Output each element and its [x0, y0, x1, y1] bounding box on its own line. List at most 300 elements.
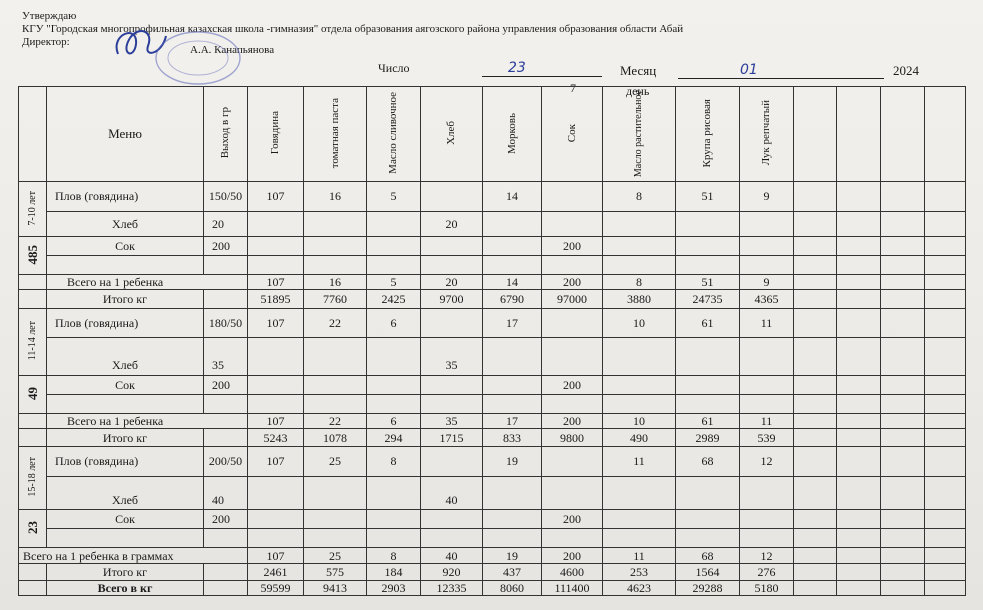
empty-cell: [794, 237, 837, 256]
empty-cell: [542, 395, 603, 414]
header-row: [19, 87, 966, 182]
empty-header: [794, 87, 837, 182]
empty-cell: [925, 447, 966, 477]
empty-cell: [794, 376, 837, 395]
empty-cell: [837, 289, 881, 308]
empty-cell: [421, 529, 483, 548]
child-count: 49: [24, 387, 40, 401]
child-count: 485: [24, 244, 40, 265]
empty-cell: [837, 447, 881, 477]
value-cell: 9: [740, 182, 794, 212]
total-value: 1078: [304, 429, 367, 447]
value-cell: [483, 211, 542, 236]
empty-cell: [925, 564, 966, 581]
per-child-value: 16: [304, 275, 367, 290]
empty-cell: [837, 429, 881, 447]
empty-cell: [603, 256, 676, 275]
empty-cell: [925, 376, 966, 395]
value-cell: [367, 476, 421, 510]
per-child-value: 8: [367, 548, 421, 564]
col-header-label: Крупа рисовая: [701, 98, 713, 168]
empty-cell: [837, 211, 881, 236]
empty-cell: [837, 182, 881, 212]
grand-total-value: 8060: [483, 581, 542, 596]
empty-cell: [603, 529, 676, 548]
per-child-value: 35: [421, 414, 483, 429]
empty-cell: [881, 211, 925, 236]
empty-cell: [248, 256, 304, 275]
col-header: [421, 87, 483, 182]
empty-cell: [925, 289, 966, 308]
total-label: Итого кг: [47, 429, 204, 447]
col-header-label: Масло растительное: [633, 89, 644, 177]
age-group-label: 15-18 лет: [26, 457, 38, 498]
value-cell: [740, 338, 794, 376]
value-cell: [603, 211, 676, 236]
total-row: [19, 429, 966, 447]
grand-total-label: Всего в кг: [47, 581, 204, 596]
empty-cell: [881, 275, 925, 290]
empty-cell: [794, 414, 837, 429]
value-cell: [542, 182, 603, 212]
empty-cell: [740, 256, 794, 275]
empty-cell: [794, 289, 837, 308]
table-row: [19, 211, 966, 236]
value-cell: [483, 510, 542, 529]
empty-cell: [837, 414, 881, 429]
empty-cell: [204, 581, 248, 596]
value-cell: [367, 338, 421, 376]
value-cell: [421, 376, 483, 395]
table-row: [19, 395, 966, 414]
total-row: [19, 289, 966, 308]
per-child-value: 8: [603, 275, 676, 290]
value-cell: 200: [542, 237, 603, 256]
empty-cell: [881, 414, 925, 429]
total-value: 2461: [248, 564, 304, 581]
empty-cell: [881, 395, 925, 414]
per-child-value: 51: [676, 275, 740, 290]
value-cell: [483, 476, 542, 510]
output-value: 180/50: [204, 308, 248, 338]
per-child-value: 107: [248, 414, 304, 429]
empty-cell: [881, 308, 925, 338]
date-label: Число: [378, 61, 410, 75]
empty-cell: [837, 581, 881, 596]
empty-header: [881, 87, 925, 182]
empty-cell: [925, 581, 966, 596]
dish-name: Сок: [47, 376, 204, 395]
value-cell: 200: [542, 376, 603, 395]
side-cell: [19, 581, 47, 596]
empty-cell: [542, 529, 603, 548]
per-child-value: 107: [248, 548, 304, 564]
empty-cell: [881, 447, 925, 477]
empty-cell: [881, 581, 925, 596]
empty-cell: [837, 529, 881, 548]
empty-cell: [925, 182, 966, 212]
output-value: 20: [204, 211, 248, 236]
value-cell: [304, 338, 367, 376]
empty-cell: [483, 395, 542, 414]
age-group-cell: [19, 447, 47, 510]
dish-name: Хлеб: [47, 211, 204, 236]
empty-cell: [204, 429, 248, 447]
grand-total-value: 12335: [421, 581, 483, 596]
empty-cell: [925, 429, 966, 447]
dish-name: Хлеб: [47, 338, 204, 376]
output-value: 200: [204, 237, 248, 256]
empty-cell: [925, 548, 966, 564]
per-child-row: [19, 275, 966, 290]
day-label: день: [626, 84, 650, 98]
empty-cell: [248, 529, 304, 548]
grand-total-value: 2903: [367, 581, 421, 596]
empty-cell: [740, 529, 794, 548]
total-value: 97000: [542, 289, 603, 308]
value-cell: [367, 510, 421, 529]
empty-cell: [925, 308, 966, 338]
value-cell: 8: [367, 447, 421, 477]
empty-cell: [204, 256, 248, 275]
value-cell: 14: [483, 182, 542, 212]
value-cell: 10: [603, 308, 676, 338]
value-cell: [421, 308, 483, 338]
total-value: 51895: [248, 289, 304, 308]
total-value: 539: [740, 429, 794, 447]
value-cell: [740, 376, 794, 395]
empty-cell: [837, 510, 881, 529]
dish-name: Плов (говядина): [47, 308, 204, 338]
approve-label: Утверждаю: [22, 10, 77, 22]
child-count: 23: [24, 521, 40, 535]
per-child-value: 6: [367, 414, 421, 429]
total-value: 1715: [421, 429, 483, 447]
output-value: 150/50: [204, 182, 248, 212]
empty-cell: [925, 256, 966, 275]
value-cell: 12: [740, 447, 794, 477]
empty-cell: [925, 237, 966, 256]
empty-cell: [794, 564, 837, 581]
empty-cell: [204, 529, 248, 548]
empty-cell: [47, 395, 204, 414]
value-cell: [248, 376, 304, 395]
dish-name: Плов (говядина): [47, 447, 204, 477]
output-value: 200/50: [204, 447, 248, 477]
output-value: 200: [204, 510, 248, 529]
table-row: [19, 237, 966, 256]
total-label: Итого кг: [47, 564, 204, 581]
value-cell: 107: [248, 182, 304, 212]
empty-cell: [837, 564, 881, 581]
value-cell: [542, 447, 603, 477]
empty-cell: [881, 338, 925, 376]
empty-cell: [925, 338, 966, 376]
empty-cell: [794, 256, 837, 275]
total-value: 2425: [367, 289, 421, 308]
school-stamp: [150, 28, 245, 88]
value-cell: 5: [367, 182, 421, 212]
col-header-label: Хлеб: [445, 121, 457, 146]
grand-total-value: 59599: [248, 581, 304, 596]
value-cell: 68: [676, 447, 740, 477]
col-header-label: Лук репчатый: [760, 100, 772, 166]
grand-total-value: 9413: [304, 581, 367, 596]
table-row: [19, 376, 966, 395]
col-header: [603, 87, 676, 182]
table-row: [19, 510, 966, 529]
per-child-value: 19: [483, 548, 542, 564]
value-cell: [542, 308, 603, 338]
grand-total-value: 29288: [676, 581, 740, 596]
empty-cell: [881, 476, 925, 510]
empty-cell: [421, 256, 483, 275]
empty-cell: [794, 338, 837, 376]
value-cell: [483, 338, 542, 376]
col-header: [367, 87, 421, 182]
output-value: 200: [204, 376, 248, 395]
month-label: Месяц: [620, 63, 657, 78]
empty-cell: [837, 548, 881, 564]
value-cell: [248, 476, 304, 510]
col-header: [676, 87, 740, 182]
grand-total-row: [19, 581, 966, 596]
value-cell: [542, 211, 603, 236]
empty-cell: [794, 529, 837, 548]
value-cell: 107: [248, 308, 304, 338]
empty-cell: [483, 529, 542, 548]
value-cell: [421, 182, 483, 212]
per-child-value: 20: [421, 275, 483, 290]
empty-cell: [248, 395, 304, 414]
side-cell: [19, 414, 47, 429]
col-header: [248, 87, 304, 182]
per-child-row: [19, 548, 966, 564]
per-child-value: 40: [421, 548, 483, 564]
empty-cell: [676, 529, 740, 548]
value-cell: [676, 476, 740, 510]
value-cell: [248, 510, 304, 529]
empty-cell: [483, 256, 542, 275]
dish-name: Сок: [47, 510, 204, 529]
empty-cell: [794, 429, 837, 447]
dish-name: Хлеб: [47, 476, 204, 510]
dish-name: Плов (говядина): [47, 182, 204, 212]
empty-cell: [204, 564, 248, 581]
value-cell: [676, 338, 740, 376]
side-cell: [19, 289, 47, 308]
child-count-cell: [19, 510, 47, 548]
date-value: 23: [508, 60, 526, 76]
total-label: Итого кг: [47, 289, 204, 308]
total-value: 2989: [676, 429, 740, 447]
per-child-value: 11: [603, 548, 676, 564]
side-cell: [19, 429, 47, 447]
empty-cell: [925, 414, 966, 429]
table-row: [19, 182, 966, 212]
value-cell: 20: [421, 211, 483, 236]
grand-total-value: 111400: [542, 581, 603, 596]
value-cell: 40: [421, 476, 483, 510]
empty-cell: [794, 581, 837, 596]
total-value: 490: [603, 429, 676, 447]
empty-cell: [837, 338, 881, 376]
empty-cell: [421, 395, 483, 414]
value-cell: 107: [248, 447, 304, 477]
per-child-row: [19, 414, 966, 429]
empty-cell: [794, 395, 837, 414]
empty-cell: [367, 256, 421, 275]
table-row: [19, 308, 966, 338]
per-child-value: 5: [367, 275, 421, 290]
value-cell: [676, 510, 740, 529]
empty-cell: [837, 395, 881, 414]
total-value: 9800: [542, 429, 603, 447]
table-row: [19, 256, 966, 275]
value-cell: [542, 476, 603, 510]
empty-cell: [837, 256, 881, 275]
total-value: 294: [367, 429, 421, 447]
empty-cell: [367, 529, 421, 548]
director-label: Директор:: [22, 36, 70, 48]
empty-cell: [925, 476, 966, 510]
value-cell: [367, 376, 421, 395]
age-group-label: 11-14 лет: [26, 321, 38, 361]
value-cell: [676, 376, 740, 395]
empty-cell: [204, 395, 248, 414]
total-value: 437: [483, 564, 542, 581]
col-header-label: Морковь: [505, 112, 518, 154]
empty-cell: [925, 275, 966, 290]
per-child-label: Всего на 1 ребенка: [47, 414, 248, 429]
value-cell: [676, 211, 740, 236]
col-header: [304, 87, 367, 182]
total-value: 3880: [603, 289, 676, 308]
total-value: 575: [304, 564, 367, 581]
empty-cell: [881, 289, 925, 308]
value-cell: [367, 237, 421, 256]
value-cell: [603, 476, 676, 510]
output-value: 40: [204, 476, 248, 510]
per-child-value: 200: [542, 275, 603, 290]
value-cell: [304, 510, 367, 529]
empty-cell: [603, 395, 676, 414]
total-value: 4600: [542, 564, 603, 581]
output-header-label: Выход в гр: [219, 107, 231, 159]
empty-cell: [881, 510, 925, 529]
value-cell: 6: [367, 308, 421, 338]
total-value: 833: [483, 429, 542, 447]
value-cell: [304, 476, 367, 510]
empty-cell: [367, 395, 421, 414]
day-number: 7: [570, 81, 576, 95]
per-child-value: 200: [542, 548, 603, 564]
table-row: [19, 529, 966, 548]
per-child-value: 61: [676, 414, 740, 429]
total-value: 6790: [483, 289, 542, 308]
value-cell: [483, 237, 542, 256]
output-value: 35: [204, 338, 248, 376]
empty-cell: [676, 395, 740, 414]
value-cell: [542, 338, 603, 376]
value-cell: [603, 510, 676, 529]
empty-cell: [542, 256, 603, 275]
per-child-value: 107: [248, 275, 304, 290]
value-cell: [304, 237, 367, 256]
empty-cell: [925, 211, 966, 236]
child-count-cell: [19, 376, 47, 414]
output-header: [204, 87, 248, 182]
value-cell: 35: [421, 338, 483, 376]
empty-cell: [925, 510, 966, 529]
value-cell: 51: [676, 182, 740, 212]
value-cell: 61: [676, 308, 740, 338]
empty-cell: [794, 182, 837, 212]
total-value: 920: [421, 564, 483, 581]
empty-cell: [881, 237, 925, 256]
value-cell: 8: [603, 182, 676, 212]
empty-cell: [881, 429, 925, 447]
value-cell: [248, 211, 304, 236]
empty-cell: [881, 548, 925, 564]
per-child-value: 200: [542, 414, 603, 429]
total-value: 253: [603, 564, 676, 581]
empty-cell: [47, 256, 204, 275]
side-cell: [19, 564, 47, 581]
value-cell: 19: [483, 447, 542, 477]
value-cell: [304, 376, 367, 395]
value-cell: [740, 476, 794, 510]
empty-cell: [881, 376, 925, 395]
per-child-label: Всего на 1 ребенка в граммах: [19, 548, 248, 564]
school-name: КГУ "Городская многопрофильная казахская школа -гимназия" отдела образования аягозского района управления образования области Абай: [22, 23, 684, 35]
empty-cell: [204, 289, 248, 308]
total-value: 9700: [421, 289, 483, 308]
month-value: 01: [740, 62, 758, 78]
empty-cell: [837, 376, 881, 395]
grand-total-value: 5180: [740, 581, 794, 596]
empty-cell: [304, 529, 367, 548]
per-child-value: 17: [483, 414, 542, 429]
value-cell: [421, 237, 483, 256]
total-value: 276: [740, 564, 794, 581]
empty-cell: [881, 564, 925, 581]
empty-cell: [304, 395, 367, 414]
age-group-cell: [19, 308, 47, 376]
table-row: [19, 476, 966, 510]
corner-cell: [19, 87, 47, 182]
col-header-label: томатная паста: [328, 97, 341, 169]
total-value: 184: [367, 564, 421, 581]
director-name: А.А. Канапьянова: [190, 44, 275, 56]
empty-cell: [794, 275, 837, 290]
value-cell: [483, 376, 542, 395]
empty-cell: [881, 182, 925, 212]
per-child-value: 14: [483, 275, 542, 290]
empty-cell: [837, 476, 881, 510]
per-child-value: 25: [304, 548, 367, 564]
value-cell: [248, 237, 304, 256]
empty-cell: [47, 529, 204, 548]
empty-cell: [925, 395, 966, 414]
age-group-label: 7-10 лет: [26, 190, 38, 226]
value-cell: [304, 211, 367, 236]
value-cell: 16: [304, 182, 367, 212]
dish-name: Сок: [47, 237, 204, 256]
empty-cell: [794, 548, 837, 564]
empty-cell: [794, 211, 837, 236]
value-cell: [676, 237, 740, 256]
